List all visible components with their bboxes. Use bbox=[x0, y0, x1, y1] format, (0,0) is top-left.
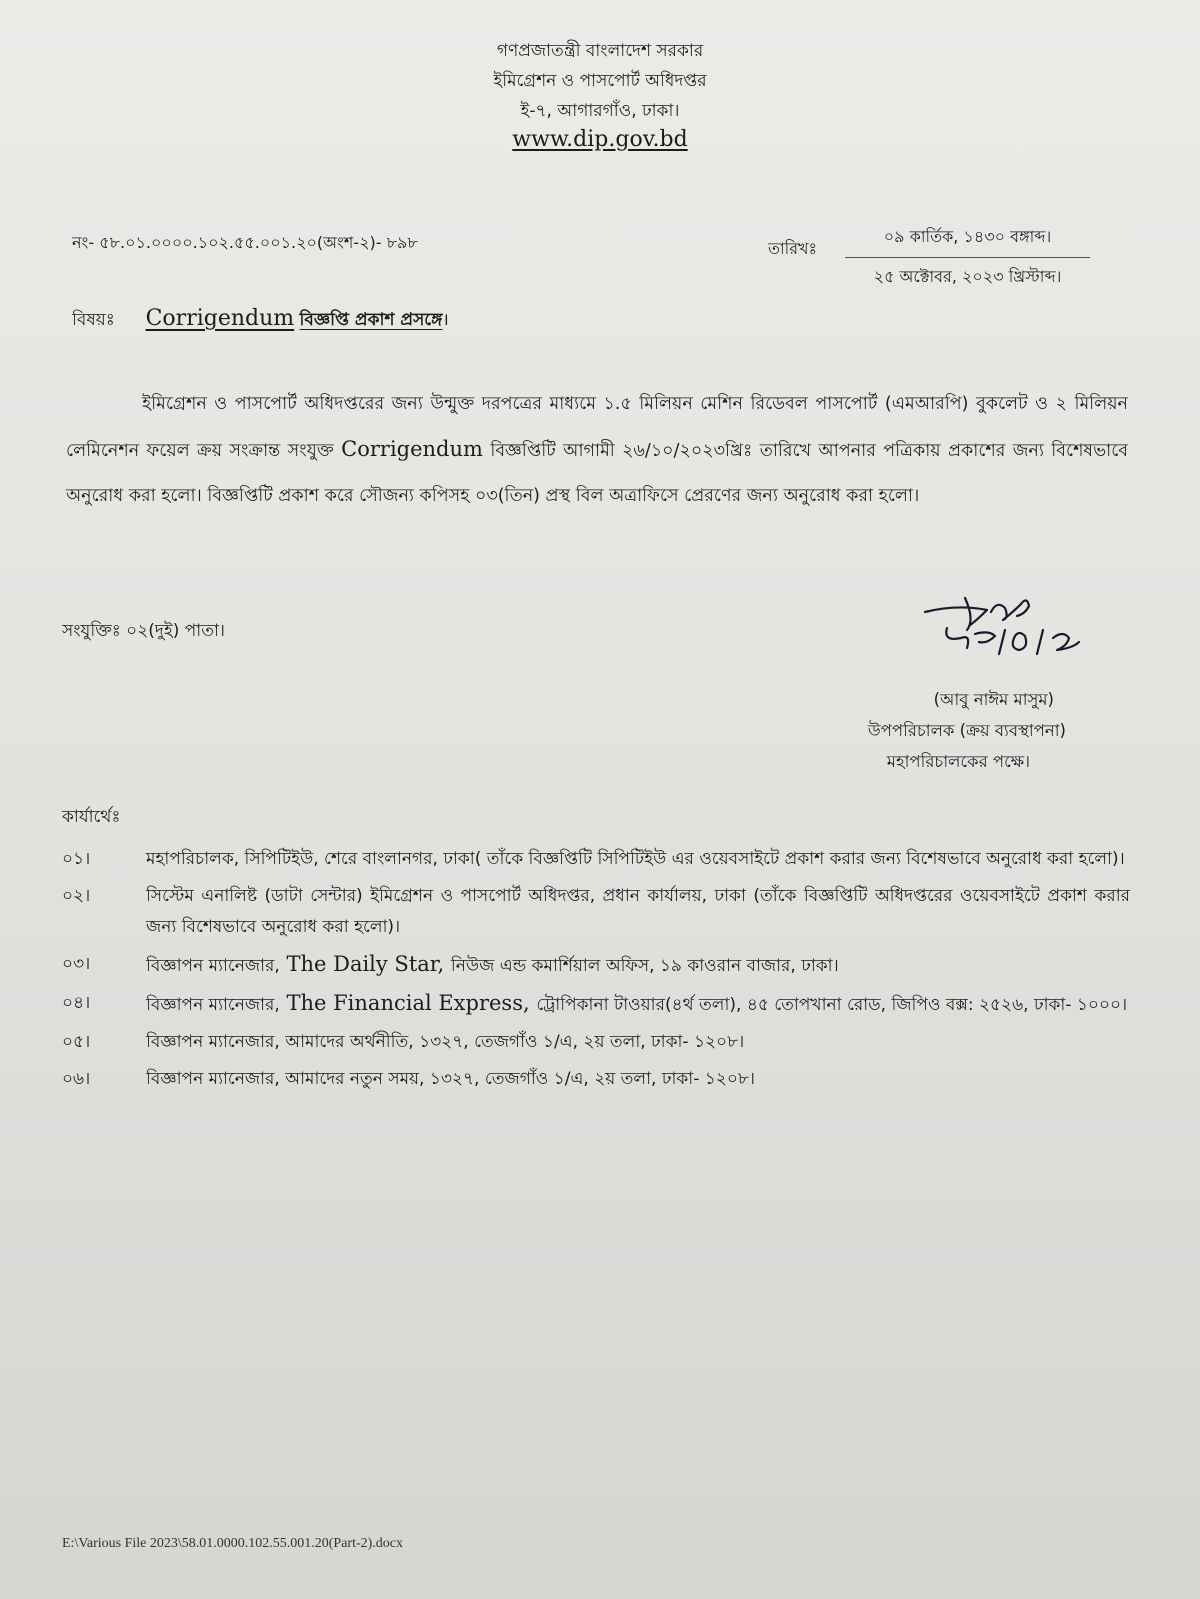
signatory-designation: উপপরিচালক (ক্রয় ব্যবস্থাপনা) bbox=[867, 721, 1066, 740]
memo-number: নং- ৫৮.০১.০০০০.১০২.৫৫.০০১.২০(অংশ-২)- ৮৯৮ bbox=[72, 233, 418, 252]
body-part2: বিজ্ঞপ্তিটি আগামী ২৬/১০/২০২৩খ্রিঃ তারিখে আপনার পত্রিকায় প্রকাশের জন্য বিশেষভাবে অনুরোধ করা হলো। বিজ্ঞপ্তিটি প্রকাশ করে সৌজন্য কপিসহ ০৩(তিন) প্রস্থ বিল অত্রাফিসে প্রেরণের জন্য অনুরোধ করা হলো। bbox=[66, 441, 1128, 506]
body-latin: Corrigendum bbox=[341, 437, 483, 461]
copy-to-list bbox=[62, 844, 1130, 1101]
list-item-text bbox=[146, 1027, 1130, 1058]
list-item-text-pre: বিজ্ঞাপন ম্যানেজার, bbox=[146, 956, 280, 976]
attachment-note: সংযুক্তিঃ ০২(দুই) পাতা। bbox=[62, 621, 225, 641]
list-item bbox=[62, 844, 1130, 875]
list-item-text bbox=[146, 988, 1130, 1021]
list-item bbox=[62, 988, 1130, 1021]
list-item-text bbox=[146, 949, 1130, 982]
date-english: ২৫ অক্টোবর, ২০২৩ খ্রিস্টাব্দ। bbox=[873, 267, 1062, 286]
list-item-text-pre: বিজ্ঞাপন ম্যানেজার, bbox=[146, 995, 280, 1015]
subject-line bbox=[72, 306, 449, 335]
list-item bbox=[62, 881, 1130, 943]
list-item-text-pre: সিস্টেম এনালিষ্ট (ডাটা সেন্টার) ইমিগ্রেশন ও পাসপোর্ট অধিদপ্তর, প্রধান কার্যালয়, ঢাকা (তাঁকে বিজ্ঞপ্তিটি অধিদপ্তরের ওয়েবসাইটে প্রকাশ করার জন্য বিশেষভাবে অনুরোধ করা হলো)। bbox=[146, 886, 1130, 937]
department-address: ই-৭, আগারগাঁও, ঢাকা। bbox=[520, 101, 680, 121]
subject-latin: Corrigendum bbox=[145, 306, 295, 331]
list-item bbox=[62, 949, 1130, 982]
list-item bbox=[62, 1027, 1130, 1058]
list-item-text-pre: বিজ্ঞাপন ম্যানেজার, আমাদের নতুন সময়, ১৩২৭, তেজগাঁও ১/এ, ২য় তলা, ঢাকা- ১২০৮। bbox=[146, 1069, 755, 1089]
handwritten-signature bbox=[917, 590, 1097, 670]
list-item-number: ০১। bbox=[62, 849, 91, 869]
list-item-number: ০৬। bbox=[62, 1069, 91, 1089]
list-item bbox=[62, 1064, 1130, 1095]
government-name: গণপ্রজাতন্ত্রী বাংলাদেশ সরকার bbox=[496, 41, 704, 61]
list-item-text-latin: The Daily Star, bbox=[279, 952, 451, 976]
list-item-text-post: নিউজ এন্ড কমার্শিয়াল অফিস, ১৯ কাওরান বাজার, ঢাকা। bbox=[450, 956, 839, 976]
subject-end: । bbox=[442, 310, 449, 330]
list-item-text-post: ট্রোপিকানা টাওয়ার(৪র্থ তলা), ৪৫ তোপখানা রোড, জিপিও বক্স: ২৫২৬, ঢাকা- ১০০০। bbox=[536, 995, 1128, 1015]
date-block bbox=[845, 224, 1090, 291]
date-label: তারিখঃ bbox=[768, 239, 818, 258]
list-item-number: ০৫। bbox=[62, 1032, 91, 1052]
body-part1: ইমিগ্রেশন ও পাসপোর্ট অধিদপ্তরের জন্য উন্মুক্ত দরপত্রের মাধ্যমে ১.৫ মিলিয়ন মেশিন রিডেবল পাসপোর্ট (এমআরপি) বুকলেট ও ২ মিলিয়ন লেমিনেশন ফয়েল ক্রয় সংক্রান্ত সংযুক্ত bbox=[66, 394, 1128, 461]
body-paragraph bbox=[66, 382, 1128, 519]
list-item-number: ০২। bbox=[62, 886, 91, 906]
department-name: ইমিগ্রেশন ও পাসপোর্ট অধিদপ্তর bbox=[493, 71, 707, 91]
list-item-number: ০৩। bbox=[62, 954, 91, 974]
list-item-text-pre: মহাপরিচালক, সিপিটিইউ, শেরে বাংলানগর, ঢাকা( তাঁকে বিজ্ঞপ্তিটি সিপিটিইউ এর ওয়েবসাইটে প্রকাশ করার জন্য বিশেষভাবে অনুরোধ করা হলো)। bbox=[146, 849, 1125, 869]
signatory-block bbox=[868, 684, 1066, 777]
list-item-text-latin: The Financial Express, bbox=[279, 991, 537, 1015]
list-item-text bbox=[146, 1064, 1130, 1095]
website-link[interactable]: www.dip.gov.bd bbox=[512, 127, 688, 152]
date-divider bbox=[845, 257, 1090, 258]
list-item-text bbox=[146, 844, 1130, 875]
list-item-text bbox=[146, 881, 1130, 943]
footer-file-path: E:\Various File 2023\58.01.0000.102.55.001.20(Part-2).docx bbox=[62, 1536, 404, 1551]
copy-to-label: কার্যার্থেঃ bbox=[62, 807, 121, 827]
list-item-number: ০৪। bbox=[62, 993, 91, 1013]
list-item-text-pre: বিজ্ঞাপন ম্যানেজার, আমাদের অর্থনীতি, ১৩২৭, তেজগাঁও ১/এ, ২য় তলা, ঢাকা- ১২০৮। bbox=[146, 1032, 745, 1052]
signatory-name: (আবু নাঈম মাসুম) bbox=[933, 690, 1054, 709]
subject-label: বিষয়ঃ bbox=[72, 310, 115, 330]
date-bangla: ০৯ কার্তিক, ১৪৩০ বঙ্গাব্দ। bbox=[883, 227, 1052, 246]
subject-text: বিজ্ঞপ্তি প্রকাশ প্রসঙ্গে bbox=[299, 310, 443, 330]
signatory-on-behalf: মহাপরিচালকের পক্ষে। bbox=[886, 752, 1030, 771]
